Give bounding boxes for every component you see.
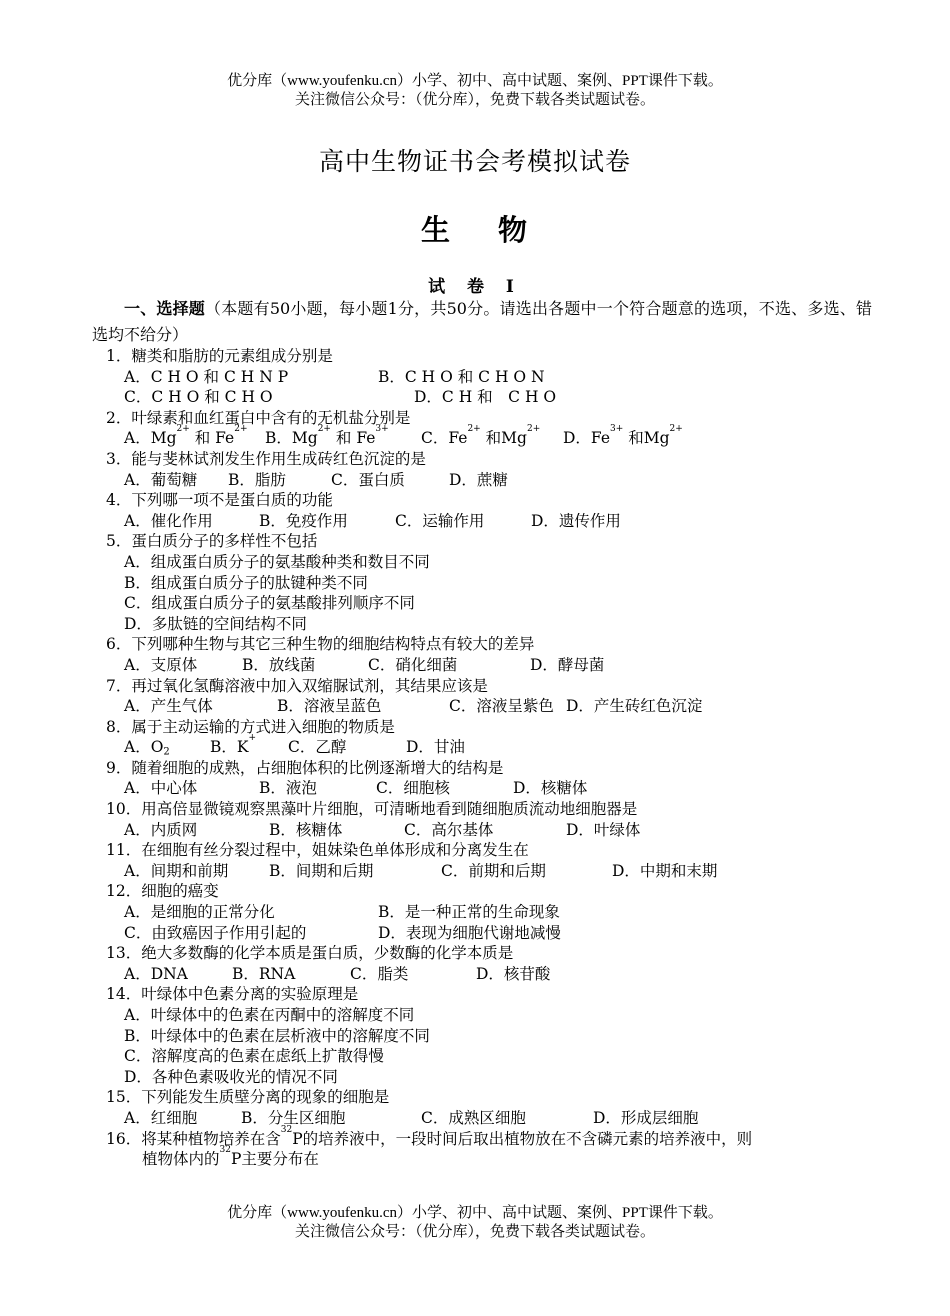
question-options bbox=[0, 964, 950, 985]
question-stem-continued: 植物体内的$^{32}$P主要分布在 bbox=[142, 1145, 319, 1169]
option-a: A．O2 bbox=[124, 738, 170, 758]
option-b: B．液泡 bbox=[259, 779, 317, 798]
option-a: A．组成蛋白质分子的氨基酸种类和数目不同 bbox=[124, 552, 430, 571]
question-options bbox=[0, 778, 950, 799]
option-c: C．溶解度高的色素在虑纸上扩散得慢 bbox=[124, 1047, 384, 1066]
option-d: D．蔗糖 bbox=[449, 470, 508, 489]
question-stem: 9．随着细胞的成熟，占细胞体积的比例逐渐增大的结构是 bbox=[106, 758, 504, 777]
option-c: C．细胞核 bbox=[376, 779, 450, 798]
footer-line-2: 关注微信公众号：（优分库），免费下载各类试题试卷。 bbox=[294, 1224, 655, 1240]
option-b: B．分生区细胞 bbox=[241, 1108, 346, 1127]
option-c: C．$Fe^{2+}$ 和$Mg^{2+}$ bbox=[421, 424, 541, 448]
option-b: B．放线菌 bbox=[242, 655, 316, 674]
option-d: D．产生砖红色沉淀 bbox=[566, 697, 703, 716]
question-options bbox=[0, 923, 950, 944]
option-d: D．各种色素吸收光的情况不同 bbox=[124, 1067, 338, 1086]
option-b: B．核糖体 bbox=[269, 820, 343, 839]
option-d: D．遗传作用 bbox=[531, 511, 621, 530]
option-a: A．催化作用 bbox=[124, 511, 213, 530]
subject-title bbox=[0, 208, 950, 249]
question-stem: 3．能与斐林试剂发生作用生成砖红色沉淀的是 bbox=[106, 449, 426, 468]
question-options bbox=[0, 1108, 950, 1129]
option-b: B．溶液呈蓝色 bbox=[277, 697, 382, 716]
question-stem: 13．绝大多数酶的化学本质是蛋白质，少数酶的化学本质是 bbox=[106, 944, 514, 963]
option-b: B．C H O 和 C H O N bbox=[378, 367, 545, 386]
question-stem: 16．将某种植物培养在含$^{32}$P的培养液中，一段时间后取出植物放在不含磷元素的培养液中，则 bbox=[106, 1124, 753, 1148]
question-stem: 15．下列能发生质壁分离的现象的细胞是 bbox=[106, 1088, 390, 1107]
question-options bbox=[0, 696, 950, 717]
option-a: A．是细胞的正常分化 bbox=[124, 903, 275, 922]
option-c: C．脂类 bbox=[350, 964, 409, 983]
option-b: B．组成蛋白质分子的肽键种类不同 bbox=[124, 573, 368, 592]
option-d: D．叶绿体 bbox=[566, 820, 641, 839]
page-header bbox=[0, 72, 950, 110]
question-options bbox=[0, 470, 950, 491]
option-a: A．红细胞 bbox=[124, 1108, 198, 1127]
header-line-1: 优分库（www.youfenku.cn）小学、初中、高中试题、案例、PPT课件下载。 bbox=[227, 73, 723, 89]
question-stem: 14．叶绿体中色素分离的实验原理是 bbox=[106, 985, 359, 1004]
option-c: C．溶液呈紫色 bbox=[449, 697, 554, 716]
option-c: C．C H O 和 C H O bbox=[124, 388, 273, 407]
question-options bbox=[0, 861, 950, 882]
paper-label: 试 卷 Ⅰ bbox=[428, 277, 522, 297]
option-d: D．核苷酸 bbox=[476, 964, 551, 983]
subject-char-2: 物 bbox=[498, 213, 530, 247]
option-c: C．成熟区细胞 bbox=[421, 1108, 526, 1127]
option-d: D．多肽链的空间结构不同 bbox=[124, 614, 307, 633]
question-options bbox=[0, 367, 950, 388]
option-c: C．蛋白质 bbox=[331, 470, 405, 489]
question-stem: 5．蛋白质分子的多样性不包括 bbox=[106, 532, 318, 551]
option-d: D．表现为细胞代谢地减慢 bbox=[378, 923, 561, 942]
question-stem: 11．在细胞有丝分裂过程中，姐妹染色单体形成和分离发生在 bbox=[106, 841, 529, 860]
option-b: B．间期和后期 bbox=[269, 861, 374, 880]
question-stem: 1．糖类和脂肪的元素组成分别是 bbox=[106, 347, 333, 365]
option-a: A．内质网 bbox=[124, 820, 198, 839]
option-d: D．形成层细胞 bbox=[593, 1108, 699, 1127]
option-b: B．RNA bbox=[232, 964, 296, 983]
page-footer bbox=[0, 1204, 950, 1242]
option-b: B．免疫作用 bbox=[259, 511, 348, 530]
option-d: D．中期和末期 bbox=[612, 861, 718, 880]
option-c: C．由致癌因子作用引起的 bbox=[124, 923, 307, 942]
section-heading: 一、选择题 bbox=[124, 299, 206, 318]
option-d: D．$Fe^{3+}$ 和$Mg^{2+}$ bbox=[563, 424, 683, 448]
option-a: A．中心体 bbox=[124, 779, 198, 798]
option-b: B．K+ bbox=[210, 733, 257, 757]
header-line-2: 关注微信公众号：（优分库），免费下载各类试题试卷。 bbox=[294, 92, 655, 108]
section-instructions bbox=[92, 296, 872, 348]
option-c: C．组成蛋白质分子的氨基酸排列顺序不同 bbox=[124, 594, 415, 613]
option-c: C．前期和后期 bbox=[441, 861, 546, 880]
option-b: B．叶绿体中的色素在层析液中的溶解度不同 bbox=[124, 1026, 430, 1045]
section-note: （本题有50小题，每小题1分，共50分。请选出各题中一个符合题意的选项，不选、多选、错选均不给分） bbox=[92, 299, 872, 344]
option-c: C．高尔基体 bbox=[404, 820, 494, 839]
question-options bbox=[0, 424, 950, 449]
option-a: A．产生气体 bbox=[124, 697, 213, 716]
option-a: A．$Mg^{2+}$ 和 $Fe^{2+}$ bbox=[124, 424, 248, 448]
question-list bbox=[0, 346, 950, 1170]
option-a: A．叶绿体中的色素在丙酮中的溶解度不同 bbox=[124, 1006, 415, 1024]
option-c: C．乙醇 bbox=[288, 738, 347, 757]
question-stem: 2．叶绿素和血红蛋白中含有的无机盐分别是 bbox=[106, 408, 411, 427]
question-options bbox=[0, 511, 950, 532]
question-stem: 12．细胞的癌变 bbox=[106, 882, 219, 901]
option-d: D．甘油 bbox=[406, 738, 465, 757]
question-options bbox=[0, 902, 950, 923]
option-d: D．C H 和 C H O bbox=[414, 388, 557, 407]
question-options bbox=[0, 655, 950, 676]
footer-line-1: 优分库（www.youfenku.cn）小学、初中、高中试题、案例、PPT课件下载。 bbox=[227, 1205, 723, 1221]
question-stem: 8．属于主动运输的方式进入细胞的物质是 bbox=[106, 717, 395, 736]
question-stem: 10．用高倍显微镜观察黑藻叶片细胞，可清晰地看到随细胞质流动地细胞器是 bbox=[106, 800, 638, 819]
option-a: A．间期和前期 bbox=[124, 861, 229, 880]
option-b: B．脂肪 bbox=[228, 470, 286, 489]
exam-title: 高中生物证书会考模拟试卷 bbox=[318, 147, 631, 176]
question-stem: 7．再过氧化氢酶溶液中加入双缩脲试剂，其结果应该是 bbox=[106, 676, 488, 695]
option-c: C．硝化细菌 bbox=[368, 655, 458, 674]
option-a: A．葡萄糖 bbox=[124, 470, 198, 489]
question-stem: 4．下列哪一项不是蛋白质的功能 bbox=[106, 491, 333, 510]
option-b: B．$Mg^{2+}$ 和 $Fe^{3+}$ bbox=[265, 424, 389, 448]
option-d: D．核糖体 bbox=[513, 779, 588, 798]
option-b: B．是一种正常的生命现象 bbox=[378, 903, 560, 922]
subject-char-1: 生 bbox=[420, 213, 452, 247]
option-a: A．支原体 bbox=[124, 655, 198, 674]
option-c: C．运输作用 bbox=[395, 511, 485, 530]
question-options bbox=[0, 387, 950, 408]
question-options bbox=[0, 820, 950, 841]
option-a: A．C H O 和 C H N P bbox=[124, 367, 289, 386]
option-d: D．酵母菌 bbox=[530, 655, 605, 674]
option-a: A．DNA bbox=[124, 964, 188, 983]
question-stem: 6．下列哪种生物与其它三种生物的细胞结构特点有较大的差异 bbox=[106, 635, 535, 654]
question-options bbox=[0, 733, 950, 758]
